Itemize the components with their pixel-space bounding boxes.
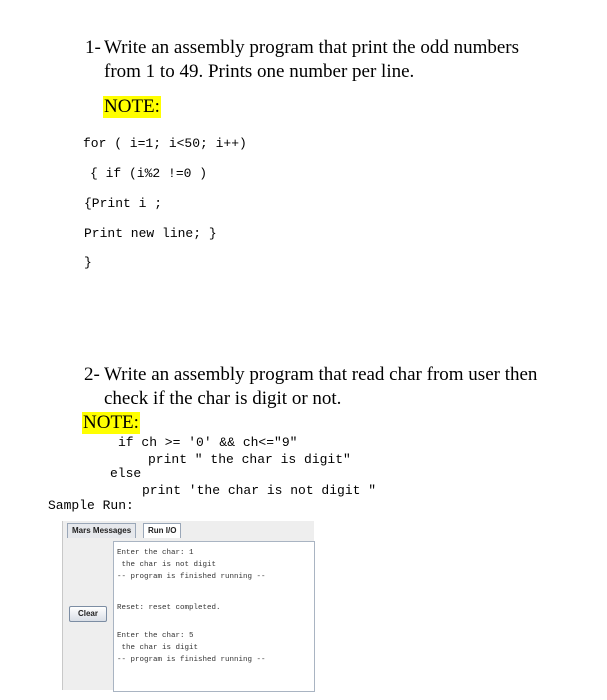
- console-line: the char is digit: [117, 644, 199, 652]
- q1-code-line: {Print i ;: [84, 196, 163, 211]
- q2-code-line: print " the char is digit": [148, 452, 351, 467]
- console-line: -- program is finished running --: [117, 656, 266, 664]
- q1-number: 1-: [85, 37, 101, 58]
- tab-run-io[interactable]: Run I/O: [143, 523, 181, 538]
- console-line: Enter the char: 5: [117, 632, 194, 640]
- run-io-console[interactable]: [113, 541, 315, 692]
- q2-line2: check if the char is digit or not.: [104, 388, 342, 409]
- q1-code-line: Print new line; }: [84, 226, 217, 241]
- sample-run-label: Sample Run:: [48, 498, 134, 513]
- tab-mars-messages[interactable]: Mars Messages: [67, 523, 136, 538]
- q1-code-line: { if (i%2 !=0 ): [90, 166, 208, 181]
- q2-line1: Write an assembly program that read char from user then: [104, 364, 538, 385]
- mars-io-panel: [62, 521, 314, 690]
- console-line: the char is not digit: [117, 561, 217, 569]
- console-line: -- program is finished running --: [117, 573, 266, 581]
- q2-code-line: else: [110, 466, 142, 481]
- q2-note-label: NOTE:: [83, 412, 139, 433]
- q1-line2: from 1 to 49. Prints one number per line.: [104, 61, 415, 82]
- q1-code-line: }: [84, 255, 92, 270]
- q1-code-line: for ( i=1; i<50; i++): [83, 136, 247, 151]
- console-line: Enter the char: 1: [117, 549, 194, 557]
- q2-number: 2-: [84, 364, 100, 385]
- console-line: Reset: reset completed.: [117, 604, 221, 612]
- q1-line1: Write an assembly program that print the odd numbers: [104, 37, 520, 58]
- q1-note-label: NOTE:: [104, 96, 160, 117]
- q2-code-line: if ch >= '0' && ch<="9": [118, 435, 298, 450]
- q2-code-line: print 'the char is not digit ": [142, 483, 377, 498]
- clear-button[interactable]: Clear: [69, 606, 107, 622]
